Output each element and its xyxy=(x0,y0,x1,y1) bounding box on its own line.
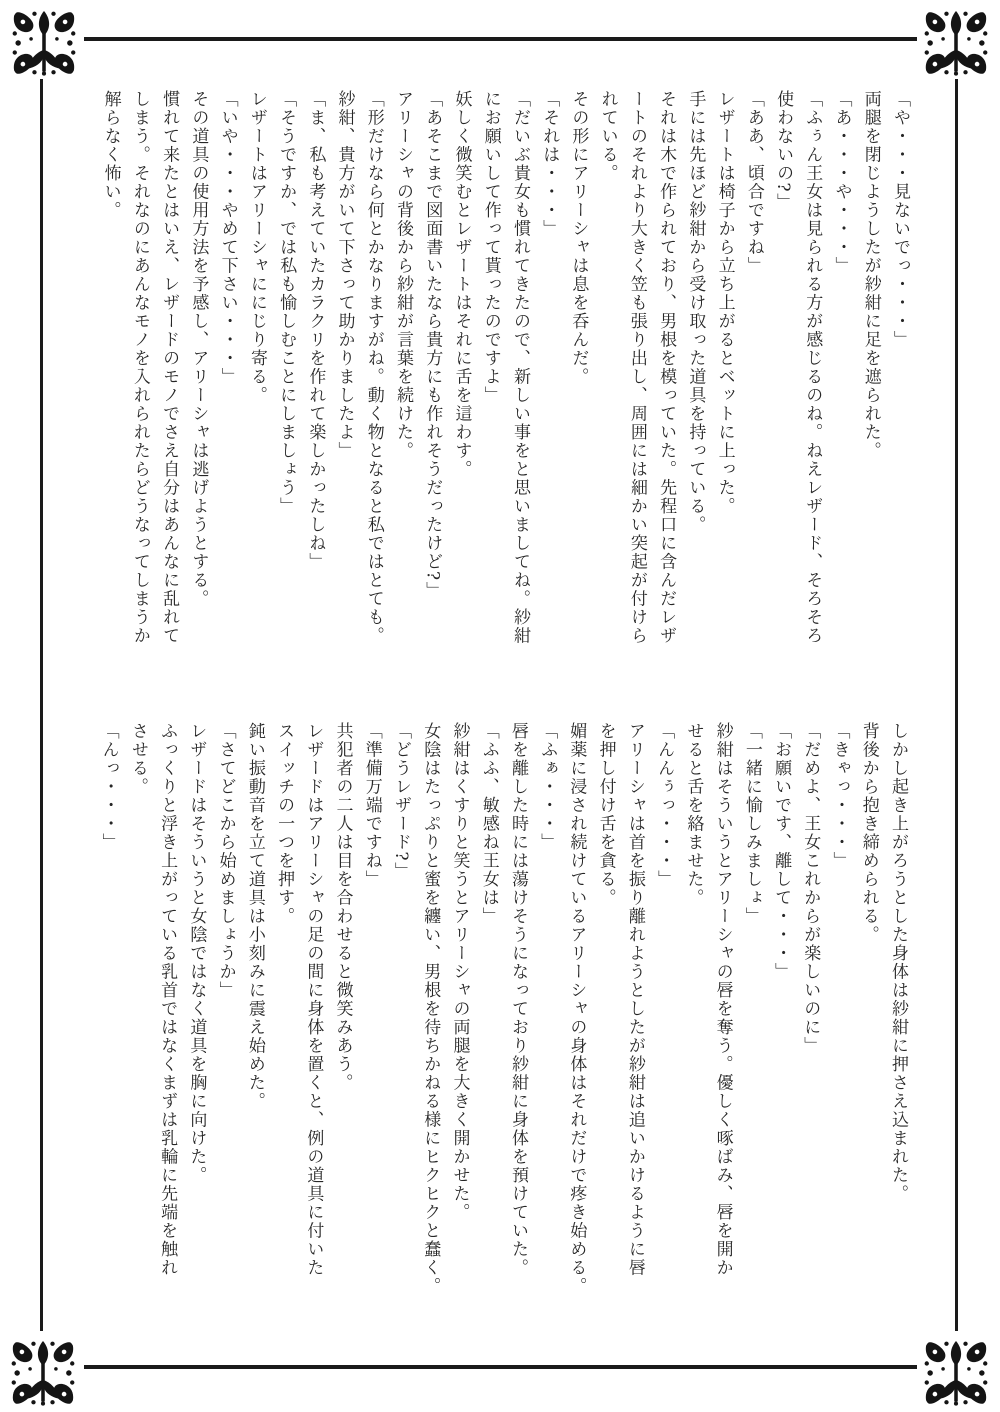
text-column: 「ふぅん王女は見られる方が感じるのね。ねえレザード、そろそろ xyxy=(802,90,823,645)
text-column: 「形だけなら何とかなりますがね。動く物となると私ではとても。 xyxy=(363,90,384,645)
text-column: 「だめよ、王女これからが楽しいのに」 xyxy=(800,722,821,1055)
bottom-border-rule xyxy=(84,1365,917,1369)
text-column: レザードはアリーシャの足の間に身体を置くと、例の道具に付いた xyxy=(303,722,324,1277)
text-column: 「それは・・・」 xyxy=(539,90,560,238)
text-column: 背後から抱き締められる。 xyxy=(858,722,879,944)
text-column: 「さてどこから始めましょうか」 xyxy=(215,722,236,1000)
text-column: それは木で作られており、男根を模っていた。先程口に含んだレザ xyxy=(656,90,677,645)
text-column: を押し付け舌を貪る。 xyxy=(595,722,616,907)
text-column: 唇を離した時には蕩けそうになっており紗紺に身体を預けていた。 xyxy=(507,722,528,1277)
text-column: れている。 xyxy=(597,90,618,183)
corner-ornament-icon xyxy=(922,9,990,77)
text-column: 「きゃっ・・・」 xyxy=(829,722,850,870)
text-column: アリーシャは首を振り離れようとしたが紗紺は追いかけるように唇 xyxy=(624,722,645,1277)
text-column: その形にアリーシャは息を呑んだ。 xyxy=(568,90,589,386)
text-column: 使わないの?」 xyxy=(773,90,794,212)
text-column: 紗紺はくすりと笑うとアリーシャの両腿を大きく開かせた。 xyxy=(449,722,470,1222)
corner-ornament-icon xyxy=(10,9,78,77)
text-column: 「ふふ、敏感ね王女は」 xyxy=(478,722,499,926)
text-column: 鈍い振動音を立て道具は小刻みに震え始めた。 xyxy=(244,722,265,1111)
text-column: 解らなく怖い。 xyxy=(100,90,121,220)
text-column: 女陰はたっぷりと蜜を纏い、男根を待ちかねる様にヒクヒクと蠢く。 xyxy=(420,722,441,1296)
text-column: 「そうですか、では私も愉しむことにしましょう」 xyxy=(276,90,297,516)
text-column: 「一緒に愉しみましょ」 xyxy=(741,722,762,926)
right-border-rule xyxy=(955,79,958,1331)
text-column: しまう。それなのにあんなモノを入れられたらどうなってしまうか xyxy=(129,90,150,645)
text-column: 「どうレザード?」 xyxy=(391,722,412,881)
text-column: アリーシャの背後から紗紺が言葉を続けた。 xyxy=(393,90,414,460)
text-column: しかし起き上がろうとした身体は紗紺に押さえ込まれた。 xyxy=(888,722,908,1203)
text-column: 慣れて来たとはいえ、レザードのモノでさえ自分はあんなに乱れて xyxy=(159,90,180,645)
left-border-rule xyxy=(40,79,43,1331)
text-column: 妖しく微笑むとレザートはそれに舌を這わす。 xyxy=(451,90,472,479)
text-column: レザードはそういうと女陰ではなく道具を胸に向けた。 xyxy=(186,722,207,1185)
corner-ornament-icon xyxy=(922,1339,990,1407)
text-column: 「だいぶ貴女も慣れてきたので、新しい事をと思いましてね。紗紺 xyxy=(509,90,530,645)
text-column: ートのそれより大きく笠も張り出し、周囲には細かい突起が付けら xyxy=(626,90,647,645)
text-column: 「んっ・・・」 xyxy=(98,722,119,852)
text-column: 「ああ、頃合ですね」 xyxy=(743,90,764,275)
text-column: ふっくりと浮き上がっている乳首ではなくまずは乳輪に先端を触れ xyxy=(157,722,178,1277)
text-column: 「準備万端ですね」 xyxy=(361,722,382,889)
text-column: 「や・・・見ないでっ・・・」 xyxy=(890,90,910,349)
text-column: 両腿を閉じようしたが紗紺に足を遮られた。 xyxy=(860,90,881,460)
text-column: 「ま、私も考えていたカラクリを作れて楽しかったしね」 xyxy=(305,90,326,571)
top-border-rule xyxy=(84,37,917,41)
lower-text-block xyxy=(93,722,912,1326)
text-column: せると舌を絡ませた。 xyxy=(683,722,704,907)
text-column: 「あ・・・や・・・」 xyxy=(831,90,852,275)
text-column: レザートは椅子から立ち上がるとベットに上った。 xyxy=(714,90,735,516)
text-column: させる。 xyxy=(127,722,148,796)
text-column: 手には先ほど紗紺から受け取った道具を持っている。 xyxy=(685,90,706,534)
text-column: 「んんぅっ・・・」 xyxy=(654,722,675,889)
text-column: 紗紺はそういうとアリーシャの唇を奪う。優しく啄ばみ、唇を開か xyxy=(712,722,733,1277)
text-column: 「いや・・・やめて下さい・・・」 xyxy=(217,90,238,386)
text-column: 「ふぁ・・・」 xyxy=(537,722,558,852)
text-column: 「お願いです、離して・・・」 xyxy=(771,722,792,981)
text-column: 共犯者の二人は目を合わせると微笑みあう。 xyxy=(332,722,353,1092)
text-column: にお願いして作って貰ったのですよ」 xyxy=(480,90,501,405)
corner-ornament-icon xyxy=(9,1339,77,1407)
upper-text-block xyxy=(95,90,914,704)
text-column: 媚薬に浸され続けているアリーシャの身体はそれだけで疼き始める。 xyxy=(566,722,587,1296)
text-column: その道具の使用方法を予感し、アリーシャは逃げようとする。 xyxy=(188,90,209,608)
text-column: 紗紺、貴方がいて下さって助かりましたよ」 xyxy=(334,90,355,460)
text-column: 「あそこまで図面書いたなら貴方にも作れそうだったけど?」 xyxy=(422,90,443,601)
text-column: スイッチの一つを押す。 xyxy=(274,722,295,926)
text-column: レザートはアリーシャににじり寄る。 xyxy=(246,90,267,405)
